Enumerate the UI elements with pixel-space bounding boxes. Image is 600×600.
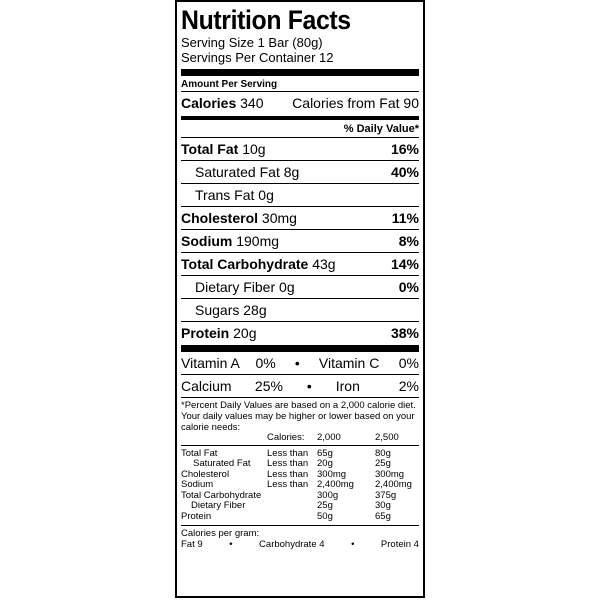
vitamin-item bbox=[181, 375, 283, 397]
reference-header-col2: 2,500 bbox=[375, 433, 419, 445]
reference-value-2500: 300mg bbox=[375, 468, 405, 480]
cpg-fat: Fat 9 bbox=[181, 539, 203, 550]
reference-qualifier bbox=[267, 512, 317, 523]
reference-qualifier: Less than bbox=[267, 479, 309, 490]
nutrient-amount: 0g bbox=[258, 187, 274, 203]
reference-header-row bbox=[181, 433, 419, 445]
vitamin-dv: 0% bbox=[255, 355, 276, 371]
nutrient-label: Cholesterol bbox=[181, 210, 259, 226]
bullet: • bbox=[229, 539, 233, 550]
thick-divider bbox=[181, 69, 419, 76]
nutrient-cell bbox=[181, 322, 256, 344]
reference-row bbox=[181, 501, 419, 512]
nutrient-row-trans-fat bbox=[181, 183, 419, 206]
daily-value-header: % Daily Value* bbox=[343, 123, 419, 135]
reference-qualifier: Less than bbox=[267, 447, 309, 459]
vitamin-item bbox=[336, 375, 419, 397]
bullet: • bbox=[306, 378, 312, 394]
medium-divider bbox=[181, 116, 419, 120]
calories-from-fat: Calories from Fat 90 bbox=[292, 95, 419, 111]
vitamin-label: Vitamin C bbox=[318, 355, 380, 371]
reference-value-2500: 65g bbox=[375, 510, 391, 522]
vitamin-dv: 25% bbox=[254, 378, 283, 394]
nutrient-cell bbox=[195, 299, 267, 321]
daily-value-footnote: *Percent Daily Values are based on a 2,000 calorie diet. Your daily values may be higher or lower based on your calorie needs: bbox=[181, 397, 419, 433]
nutrient-row-dietary-fiber bbox=[181, 275, 419, 298]
nutrient-dv: 11% bbox=[391, 210, 419, 226]
nutrient-label: Total Fat bbox=[181, 141, 239, 157]
nutrient-amount: 8g bbox=[283, 164, 300, 180]
nutrient-amount: 10g bbox=[242, 141, 266, 157]
reference-name: Saturated Fat bbox=[193, 458, 251, 469]
label-title: Nutrition Facts bbox=[181, 5, 351, 35]
calories-value: 340 bbox=[240, 95, 264, 111]
vitamin-label: Calcium bbox=[181, 378, 232, 394]
reference-value-2500: 80g bbox=[375, 447, 391, 459]
reference-row bbox=[181, 512, 419, 523]
nutrient-label: Protein bbox=[181, 325, 230, 341]
calories-row bbox=[181, 91, 419, 114]
reference-qualifier: Less than bbox=[267, 458, 309, 469]
vitamin-item bbox=[181, 352, 276, 374]
reference-value-2000: 300mg bbox=[317, 468, 347, 480]
reference-table bbox=[181, 433, 419, 522]
vitamin-label: Iron bbox=[335, 378, 360, 394]
vitamin-row bbox=[181, 352, 419, 374]
nutrient-row-saturated-fat bbox=[181, 160, 419, 183]
reference-row bbox=[181, 445, 419, 459]
nutrient-amount: 20g bbox=[233, 325, 257, 341]
nutrient-row-sugars bbox=[181, 298, 419, 321]
nutrient-dv: 40% bbox=[390, 164, 419, 180]
reference-name: Total Fat bbox=[181, 447, 218, 459]
mineral-row bbox=[181, 374, 419, 397]
cpg-protein: Protein 4 bbox=[380, 539, 419, 550]
reference-qualifier bbox=[267, 501, 317, 512]
vitamin-item bbox=[319, 352, 419, 374]
bullet: • bbox=[351, 539, 355, 550]
nutrition-facts-label bbox=[175, 0, 425, 598]
reference-value-2000: 50g bbox=[317, 510, 333, 522]
reference-name: Protein bbox=[181, 510, 212, 522]
nutrient-row-protein bbox=[181, 321, 419, 344]
nutrient-cell bbox=[181, 230, 279, 252]
calories-per-gram bbox=[181, 525, 419, 550]
reference-row bbox=[181, 459, 419, 470]
reference-qualifier bbox=[267, 491, 317, 502]
nutrient-label: Dietary Fiber bbox=[195, 279, 276, 295]
vitamin-label: Vitamin A bbox=[181, 355, 240, 371]
nutrient-cell bbox=[181, 138, 266, 160]
nutrient-dv: 0% bbox=[398, 279, 419, 295]
reference-value-2000: 65g bbox=[317, 447, 333, 459]
nutrient-label: Trans Fat bbox=[195, 187, 255, 203]
nutrient-amount: 0g bbox=[279, 279, 295, 295]
reference-qualifier: Less than bbox=[267, 468, 309, 480]
nutrient-cell bbox=[181, 207, 297, 229]
calories-cell bbox=[181, 92, 264, 114]
reference-value-2500: 375g bbox=[375, 489, 397, 501]
nutrient-row-total-carbohydrate bbox=[181, 252, 419, 275]
reference-row bbox=[181, 480, 419, 491]
nutrient-label: Sugars bbox=[195, 302, 240, 318]
reference-value-2500: 30g bbox=[375, 500, 391, 511]
nutrient-cell bbox=[181, 253, 336, 275]
reference-value-2000: 300g bbox=[317, 489, 339, 501]
calories-per-gram-label: Calories per gram: bbox=[181, 528, 260, 539]
vitamin-dv: 2% bbox=[398, 378, 419, 394]
reference-value-2500: 2,400mg bbox=[375, 479, 412, 490]
nutrient-cell bbox=[195, 276, 295, 298]
nutrient-dv: 14% bbox=[390, 256, 419, 272]
serving-size: Serving Size 1 Bar (80g) bbox=[181, 35, 323, 50]
calories-per-gram-values bbox=[181, 539, 419, 550]
nutrient-row-cholesterol bbox=[181, 206, 419, 229]
nutrient-dv: 38% bbox=[390, 325, 419, 341]
reference-name: Total Carbohydrate bbox=[181, 489, 262, 501]
thick-divider bbox=[181, 345, 419, 352]
nutrient-dv: 16% bbox=[390, 141, 419, 157]
nutrient-amount: 30mg bbox=[261, 210, 297, 226]
nutrient-amount: 28g bbox=[243, 302, 267, 318]
nutrient-row-total-fat bbox=[181, 137, 419, 160]
nutrient-row-sodium bbox=[181, 229, 419, 252]
cpg-carbohydrate: Carbohydrate 4 bbox=[259, 539, 325, 550]
reference-value-2000: 2,400mg bbox=[317, 479, 354, 490]
reference-header-label: Calories: bbox=[267, 433, 317, 445]
nutrient-label: Saturated Fat bbox=[195, 164, 280, 180]
bullet: • bbox=[294, 355, 300, 371]
amount-per-serving: Amount Per Serving bbox=[181, 79, 278, 90]
nutrient-dv: 8% bbox=[398, 233, 419, 249]
reference-name: Dietary Fiber bbox=[191, 500, 246, 511]
nutrient-cell bbox=[195, 184, 274, 206]
nutrient-amount: 190mg bbox=[236, 233, 280, 249]
nutrient-label: Total Carbohydrate bbox=[181, 256, 309, 272]
nutrient-cell bbox=[195, 161, 299, 183]
reference-name: Sodium bbox=[181, 479, 214, 490]
reference-value-2500: 25g bbox=[375, 458, 391, 469]
nutrient-amount: 43g bbox=[312, 256, 336, 272]
servings-per-container: Servings Per Container 12 bbox=[181, 50, 334, 65]
reference-header-col1: 2,000 bbox=[317, 433, 375, 445]
calories-label: Calories bbox=[181, 95, 237, 111]
reference-name: Cholesterol bbox=[181, 468, 230, 480]
reference-value-2000: 20g bbox=[317, 458, 333, 469]
vitamin-dv: 0% bbox=[398, 355, 419, 371]
reference-value-2000: 25g bbox=[317, 500, 333, 511]
nutrient-label: Sodium bbox=[181, 233, 233, 249]
